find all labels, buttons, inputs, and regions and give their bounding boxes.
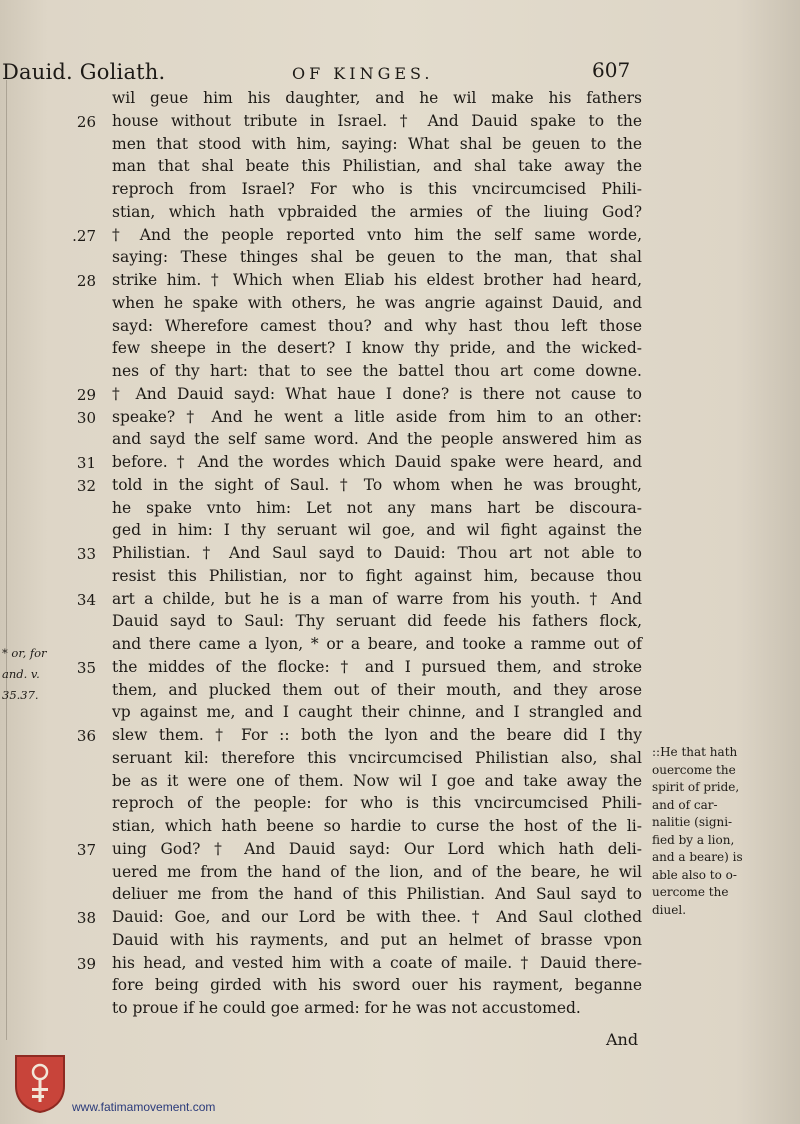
page-edge-shadow: [6, 80, 7, 1040]
right-margin-note-line: nalitie (signi-: [652, 815, 733, 829]
text-line: Dauid sayd to Saul: Thy seruant did feede his fathers flock,: [112, 612, 642, 631]
text-line: vp against me, and I caught their chinne, and I strangled and: [112, 703, 642, 722]
running-head-title: OF KINGES.: [292, 64, 434, 83]
verse-number: 29: [76, 385, 96, 404]
right-margin-note: [652, 744, 792, 919]
right-margin-note-line: fied by a lion,: [652, 832, 735, 847]
text-line: stian, which hath beene so hardie to curse the host of the li-: [112, 817, 642, 835]
text-line: reproch from Israel? For who is this vncircumcised Phili-: [112, 180, 642, 198]
right-margin-note-line: able also to o-: [652, 867, 737, 882]
right-margin-note-line: uercome the: [652, 885, 729, 899]
running-head-left: Dauid. Goliath.: [2, 60, 166, 84]
text-line: and there came a lyon, * or a beare, and tooke a ramme out of: [112, 635, 642, 653]
text-line: uered me from the hand of the lion, and of the beare, he wil: [112, 862, 642, 881]
verse-number: 26: [76, 112, 96, 131]
verse-number: 38: [76, 909, 96, 927]
text-line: nes of thy hart: that to see the battel thou art come downe.: [112, 362, 642, 380]
verse-number: 30: [76, 408, 96, 427]
right-margin-note-line: spirit of pride,: [652, 780, 740, 794]
text-line: wil geue him his daughter, and he wil make his fathers: [112, 89, 642, 107]
page-number: 607: [592, 58, 631, 82]
right-margin-note-line: and of car-: [652, 797, 718, 812]
text-line: he spake vnto him: Let not any mans hart be discoura-: [112, 498, 642, 517]
text-line: Dauid: Goe, and our Lord be with thee. † And Saul clothed: [112, 908, 642, 926]
text-line: † And the people reported vnto him the self same worde,: [112, 225, 642, 244]
text-line: house without tribute in Israel. † And Dauid spake to the: [112, 111, 642, 130]
text-line: uing God? † And Dauid sayd: Our Lord which hath deli-: [112, 839, 642, 858]
verse-number: 34: [76, 590, 96, 609]
verse-number: 36: [76, 727, 96, 745]
text-line: his head, and vested him with a coate of maile. † Dauid there-: [112, 953, 642, 972]
text-line: told in the sight of Saul. † To whom when he was brought,: [112, 475, 642, 494]
verse-number: 31: [76, 454, 96, 472]
text-line: men that stood with him, saying: What shal be geuen to the: [112, 134, 642, 153]
seal-logo-icon: [12, 1052, 68, 1114]
text-line: speake? † And he went a litle aside from him to an other:: [112, 407, 642, 426]
text-line: stian, which hath vpbraided the armies of the liuing God?: [112, 202, 642, 221]
text-line: art a childe, but he is a man of warre from his youth. † And: [112, 589, 642, 608]
right-margin-note-line: diuel.: [652, 902, 687, 917]
text-line: ged in him: I thy seruant wil goe, and wil fight against the: [112, 521, 642, 540]
text-line: before. † And the wordes which Dauid spake were heard, and: [112, 453, 642, 471]
right-margin-note-line: ouercome the: [652, 762, 736, 777]
verse-number: 39: [76, 954, 96, 973]
text-line: reproch of the people: for who is this vncircumcised Phili-: [112, 794, 642, 813]
text-line: seruant kil: therefore this vncircumcised Philistian also, shal: [112, 748, 642, 767]
verse-number: 32: [76, 476, 96, 495]
text-line: sayd: Wherefore camest thou? and why hast thou left those: [112, 316, 642, 335]
text-line: † And Dauid sayd: What haue I done? is there not cause to: [112, 384, 642, 403]
right-margin-note-line: ::He that hath: [652, 745, 738, 759]
text-line: strike him. † Which when Eliab his eldest brother had heard,: [112, 271, 642, 289]
text-line: them, and plucked them out of their mouth, and they arose: [112, 680, 642, 699]
text-line: fore being girded with his sword ouer his rayment, beganne: [112, 976, 642, 995]
right-margin-note-line: and a beare) is: [652, 850, 743, 864]
text-line: man that shal beate this Philistian, and shal take away the: [112, 157, 642, 176]
left-margin-note-line: and. v.: [2, 667, 40, 681]
text-line: Dauid with his rayments, and put an helmet of brasse vpon: [112, 930, 642, 949]
text-line: saying: These thinges shal be geuen to the man, that shal: [112, 248, 642, 267]
text-line: resist this Philistian, nor to fight against him, because thou: [112, 566, 642, 585]
left-margin-note-line: 35.37.: [2, 688, 39, 702]
verse-number: .27: [72, 226, 96, 245]
left-margin-note: [2, 643, 47, 706]
text-line: few sheepe in the desert? I know thy pride, and the wicked-: [112, 339, 642, 358]
text-line: slew them. † For :: both the lyon and the beare did I thy: [112, 726, 642, 744]
verse-number: 28: [76, 272, 96, 290]
left-margin-note-line: * or, for: [2, 646, 47, 660]
verse-number: 33: [76, 545, 96, 563]
footer-link[interactable]: www.fatimamovement.com: [72, 1100, 216, 1114]
text-line: to proue if he could goe armed: for he was not accustomed.: [112, 999, 581, 1017]
text-line: Philistian. † And Saul sayd to Dauid: Thou art not able to: [112, 544, 642, 562]
verse-number: 37: [76, 840, 96, 859]
catchword: And: [606, 1030, 639, 1049]
text-line: when he spake with others, he was angrie against Dauid, and: [112, 293, 642, 312]
running-head: [0, 58, 800, 88]
text-line: deliuer me from the hand of this Philistian. And Saul sayd to: [112, 885, 642, 904]
text-line: be as it were one of them. Now wil I goe and take away the: [112, 771, 642, 790]
text-line: the middes of the flocke: † and I pursued them, and stroke: [112, 657, 642, 676]
verse-number: 35: [76, 658, 96, 677]
text-line: and sayd the self same word. And the people answered him as: [112, 430, 642, 449]
